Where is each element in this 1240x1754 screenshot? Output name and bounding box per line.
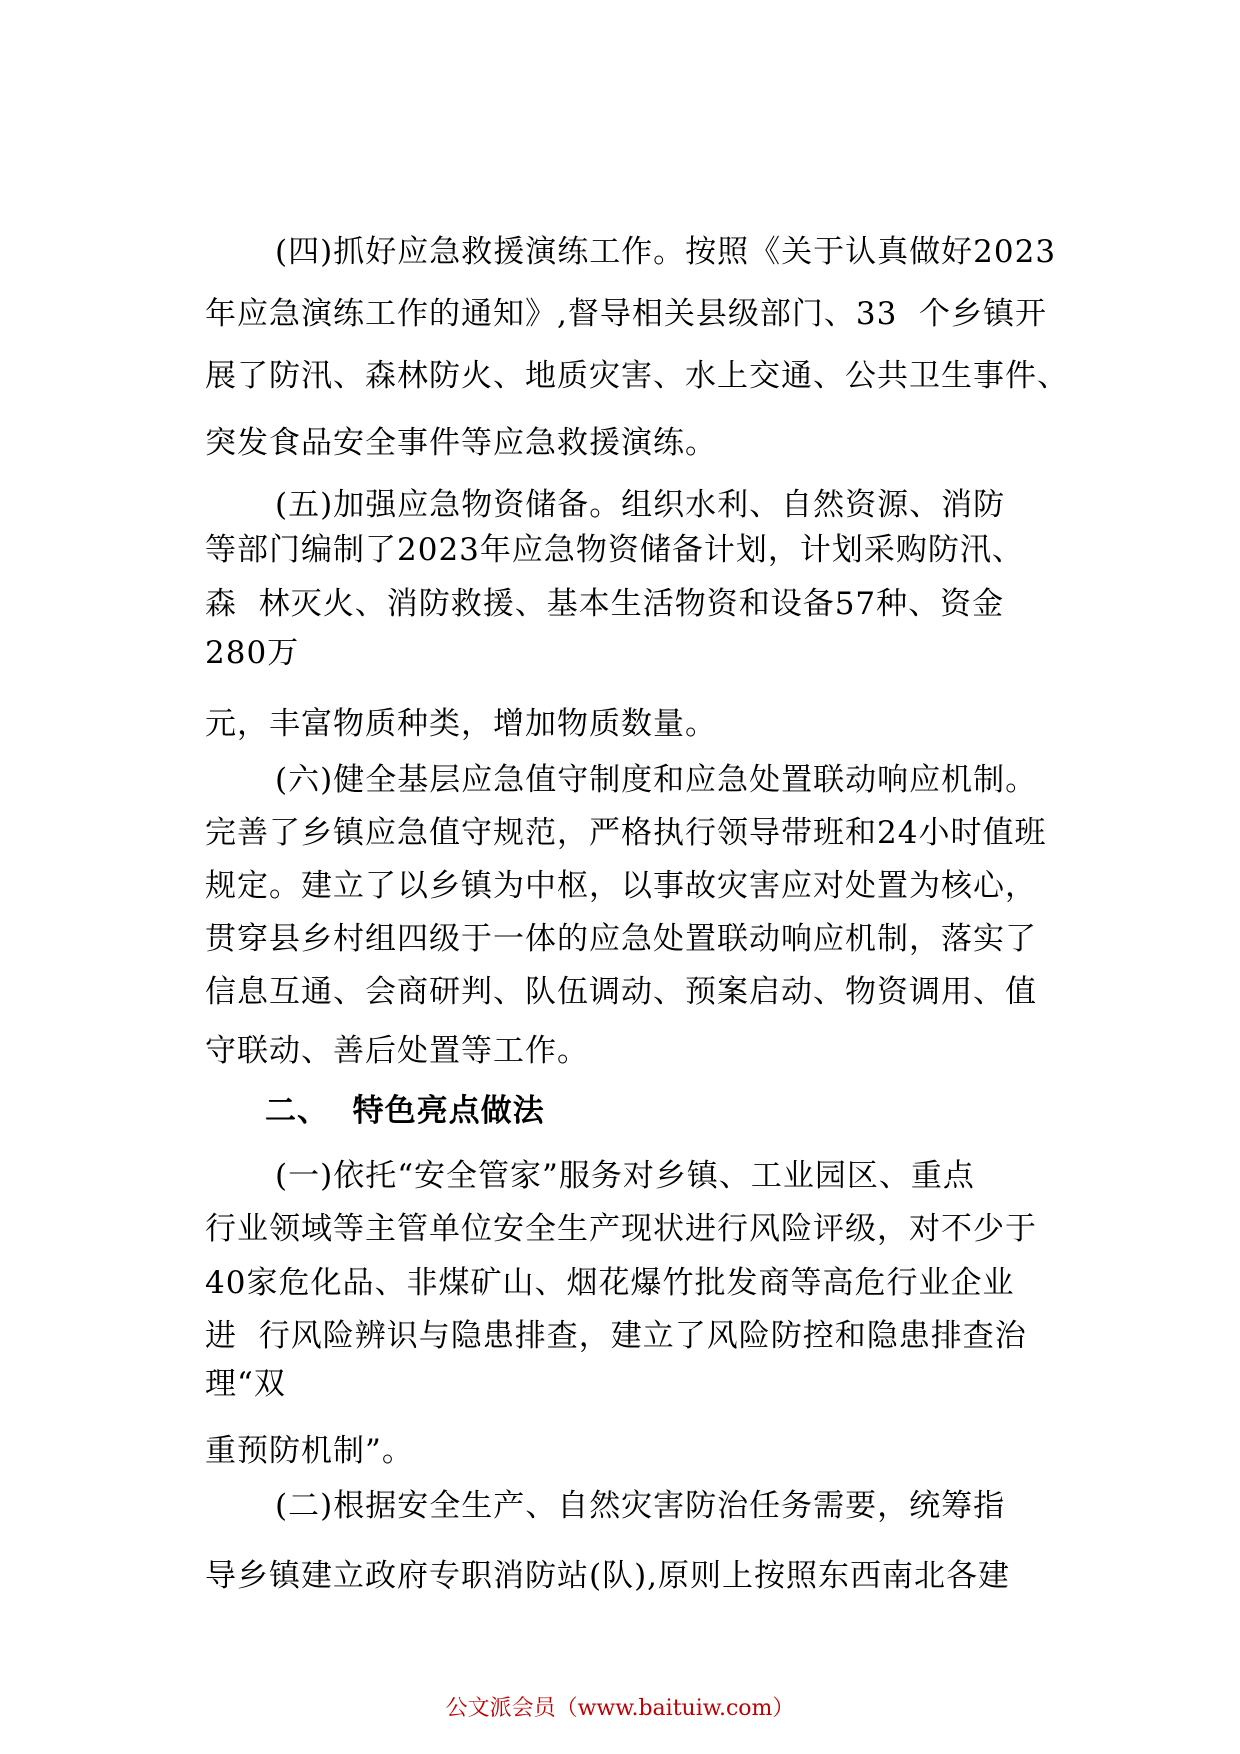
paragraph-line: 理“双	[205, 1366, 286, 1402]
paragraph-line: 等部门编制了2023年应急物资储备计划，计划采购防汛、	[205, 532, 1024, 568]
paragraph-line: 信息互通、会商研判、队伍调动、预案启动、物资调用、值	[205, 974, 1037, 1010]
paragraph-line: 突发食品安全事件等应急救援演练。	[205, 425, 717, 461]
paragraph-line: 导乡镇建立政府专职消防站(队),原则上按照东西南北各建	[205, 1558, 1011, 1594]
paragraph-line: (二)根据安全生产、自然灾害防治任务需要，统筹指	[275, 1488, 1006, 1524]
paragraph-line: 行业领域等主管单位安全生产现状进行风险评级，对不少于	[205, 1211, 1037, 1247]
paragraph-line: 完善了乡镇应急值守规范，严格执行领导带班和24小时值班	[205, 815, 1047, 851]
paragraph-line: 守联动、善后处置等工作。	[205, 1033, 589, 1069]
paragraph-line: 重预防机制”。	[205, 1433, 414, 1469]
paragraph-line: 贯穿县乡村组四级于一体的应急处置联动响应机制，落实了	[205, 921, 1037, 957]
paragraph-line: 规定。建立了以乡镇为中枢，以事故灾害应对处置为核心，	[205, 868, 1037, 904]
paragraph-line: 年应急演练工作的通知》,督导相关县级部门、33 个乡镇开	[205, 296, 1048, 332]
section-heading: 二、 特色亮点做法	[265, 1093, 545, 1129]
paragraph-line: 280万	[205, 635, 300, 671]
paragraph-line: (六)健全基层应急值守制度和应急处置联动响应机制。	[275, 762, 1038, 798]
paragraph-line: 森 林灭火、消防救援、基本生活物资和设备57种、资金	[205, 586, 1005, 622]
paragraph-line: (四)抓好应急救援演练工作。按照《关于认真做好2023	[275, 234, 1057, 270]
paragraph-line: 展了防汛、森林防火、地质灾害、水上交通、公共卫生事件、	[205, 358, 1069, 394]
paragraph-line: 进 行风险辨识与隐患排查，建立了风险防控和隐患排查治	[205, 1318, 1027, 1354]
paragraph-line: 40家危化品、非煤矿山、烟花爆竹批发商等高危行业企业	[205, 1265, 1015, 1301]
paragraph-line: (一)依托“安全管家”服务对乡镇、工业园区、重点	[275, 1158, 975, 1194]
footer-watermark-text: 公文派会员（www.baituiw.com）	[445, 1696, 795, 1721]
paragraph-line: (五)加强应急物资储备。组织水利、自然资源、消防	[275, 487, 1006, 523]
paragraph-line: 元，丰富物质种类，增加物质数量。	[205, 706, 717, 742]
